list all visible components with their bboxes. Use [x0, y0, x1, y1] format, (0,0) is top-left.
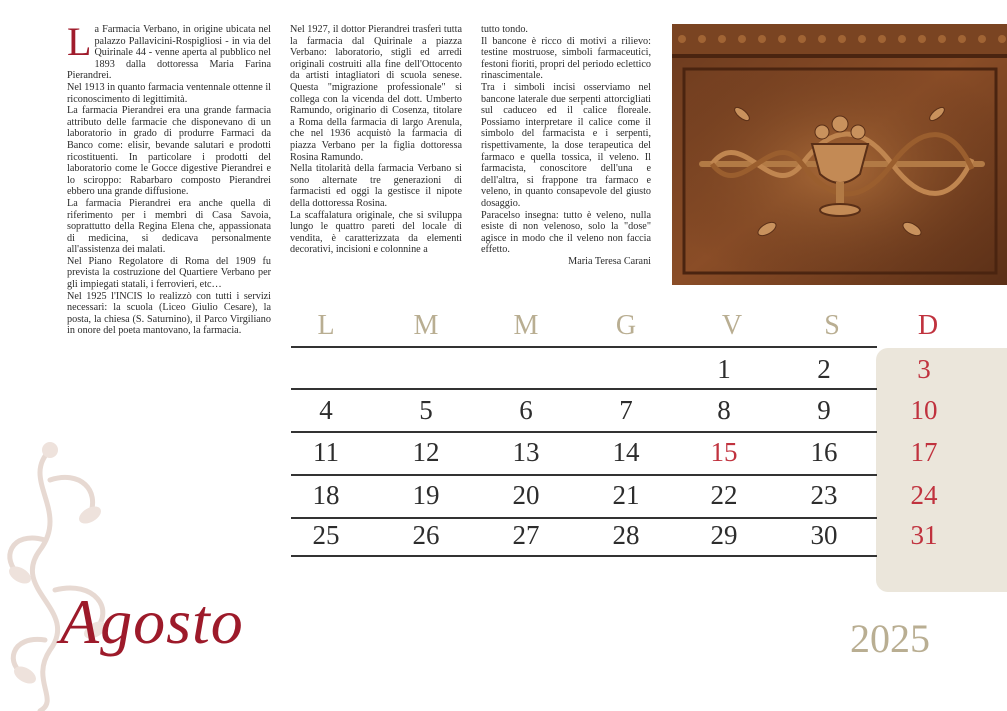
calendar-day: 1 [717, 354, 731, 384]
article-column-2 [290, 24, 462, 256]
calendar-day-sunday: 10 [910, 395, 938, 425]
calendar-day: 16 [810, 437, 838, 467]
paragraph: tutto tondo. [481, 24, 528, 35]
weekday-header: V [721, 310, 743, 341]
calendar-day: 14 [612, 437, 640, 467]
paragraph: Tra i simboli incisi osserviamo nel bancone laterale due serpenti attorcigliati sul caduceo ed il calice floreale. Possiamo interpretare il calice come il simbolo del farmacista e i serpenti, rispettivamente, la dose terapeutica del farmaco e quella tossica, il veleno. Il farmacista, conoscitore dell'una e dell'altra, si frappone tra farmaco e veleno, in quanto consapevole del giusto dosaggio. [481, 81, 651, 209]
paragraph: Nel 1927, il dottor Pierandrei trasferì tutta la farmacia dal Quirinale a piazza Verbano: laboratorio, stigli ed arredi originali costruiti alla fine dell'Ottocento da artisti intagliatori di scuola senese. Questa "migrazione professionale" si collega con la vicenda del dott. Umberto Ramundo, originario di Cosenza, titolare a Roma della farmacia di largo Arenula, che nel 1936 acquistò la farmacia di piazza Verbano per la figlia dottoressa Rosina Ramundo. [290, 24, 462, 163]
calendar-rule [291, 388, 877, 390]
paragraph: La farmacia Pierandrei era una grande farmacia attributo delle farmacie che disponevano di un laboratorio in grado di produrre Farmaci da Banco come: elisir, bevande salutari e prodotti ricostituenti. In particolare i prodotti del laboratorio come le Gocce digestive Pierandrei e lo sciroppo: Rabarbaro composto Pierandrei ebbero una grande diffusione. [67, 105, 271, 198]
calendar-rule [291, 346, 877, 348]
calendar-day: 15 [710, 437, 738, 467]
calendar-day-sunday: 17 [910, 437, 938, 467]
paragraph: Nel 1925 l'INCIS lo realizzò con tutti i servizi necessari: la scuola (Liceo Giulio Cesare), la posta, la chiesa (S. Saturnino), il Parco Virgiliano in onore del poeta mantovano, la farmacia. [67, 290, 271, 337]
calendar-rule [291, 517, 877, 519]
author-signature: Maria Teresa Carani [568, 255, 651, 267]
calendar-day: 21 [612, 480, 640, 510]
weekday-header: L [317, 310, 335, 341]
weekday-header: M [513, 310, 539, 341]
calendar-day: 7 [619, 395, 633, 425]
calendar-day: 12 [412, 437, 440, 467]
calendar-day: 11 [313, 437, 339, 467]
calendar-day: 8 [717, 395, 731, 425]
calendar-day: 6 [519, 395, 533, 425]
calendar-day: 27 [512, 520, 540, 550]
calendar-day: 26 [412, 520, 440, 550]
calendar-day: 4 [319, 395, 333, 425]
drop-cap: L [67, 19, 92, 64]
calendar-day: 9 [817, 395, 831, 425]
calendar-day: 2 [817, 354, 831, 384]
paragraph: a Farmacia Verbano, in origine ubicata nel palazzo Pallavicini-Rospigliosi - in via del Quirinale 44 - venne aperta al pubblico nel 1893 dalla dottoressa Maria Farina Pierandrei. [67, 24, 271, 82]
carved-wood-photo [672, 24, 1007, 285]
calendar-day: 29 [710, 520, 738, 550]
paragraph: Nel 1913 in quanto farmacia ventennale ottenne il riconoscimento di legittimità. [67, 81, 271, 105]
year-label: 2025 [850, 616, 930, 661]
calendar-day: 22 [710, 480, 738, 510]
weekday-header-sunday: D [917, 310, 939, 341]
article-column-1 [67, 19, 271, 337]
calendar-day: 18 [312, 480, 340, 510]
calendar-day-sunday: 3 [917, 354, 931, 384]
weekday-header: G [615, 310, 637, 341]
floral-ornament-icon [0, 440, 120, 711]
calendar-day: 25 [312, 520, 340, 550]
paragraph: Il bancone è ricco di motivi a rilievo: testine mostruose, simboli farmaceutici, festoni fioriti, propri del periodo eclettico rinascimentale. [481, 35, 651, 82]
paragraph: Paracelso insegna: tutto è veleno, nulla esiste di non velenoso, solo la "dose" agisce in modo che il veleno non faccia effetto. [481, 209, 651, 256]
calendar-day: 23 [810, 480, 838, 510]
calendar-day: 28 [612, 520, 640, 550]
calendar-rule [291, 474, 877, 476]
calendar-day: 5 [419, 395, 433, 425]
weekday-header: S [824, 310, 840, 341]
calendar-day: 20 [512, 480, 540, 510]
sunday-column-band [876, 348, 1007, 592]
calendar-day: 19 [412, 480, 440, 510]
weekday-header: M [413, 310, 439, 341]
paragraph: Nella titolarità della farmacia Verbano si sono alternate tre generazioni di farmacisti ed oggi la gestisce il nipote della dottoressa Rosina. [290, 163, 462, 209]
paragraph: La scaffalatura originale, che si sviluppa lungo le quattro pareti del locale di vendita, è caratterizzata da elementi decorativi, incisioni e colonnine a [290, 209, 462, 256]
calendar-rule [291, 431, 877, 433]
paragraph: Nel Piano Regolatore di Roma del 1909 fu prevista la costruzione del Quartiere Verbano per gli impiegati statali, i ferrovieri, etc… [67, 255, 271, 291]
calendar-day-sunday: 24 [910, 480, 938, 510]
month-title: Agosto [60, 586, 244, 657]
calendar-day: 30 [810, 520, 838, 550]
calendar-rule [291, 555, 877, 557]
article-column-3 [481, 24, 651, 267]
calendar-day: 13 [512, 437, 540, 467]
paragraph: La farmacia Pierandrei era anche quella di riferimento per i membri di Casa Savoia, soprattutto della Regina Elena che, appassionata di medicina, si dedicava personalmente all'assistenza dei malati. [67, 197, 271, 256]
calendar-day-sunday: 31 [910, 520, 938, 550]
